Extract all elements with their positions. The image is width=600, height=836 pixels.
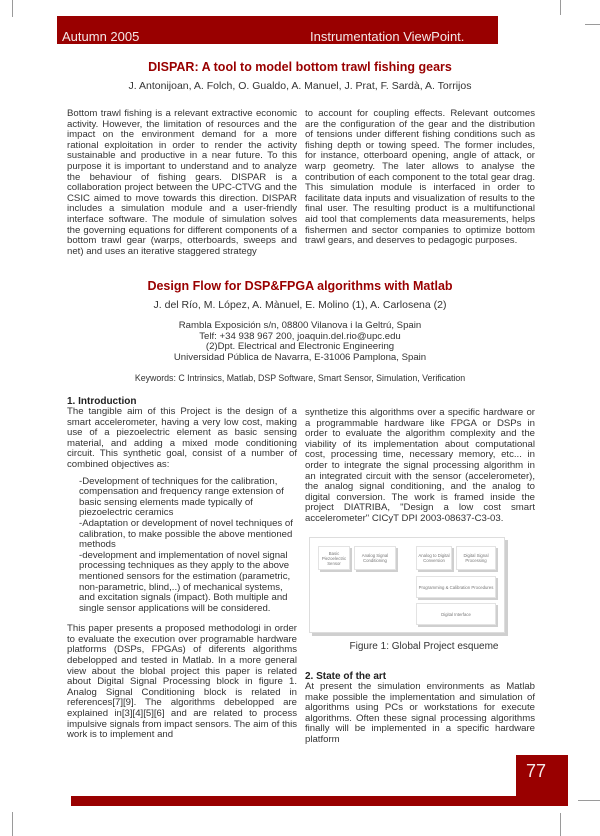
figure-caption: Figure 1: Global Project esqueme: [349, 641, 499, 652]
footer-bar: [71, 796, 517, 806]
objective-item: -Development of techniques for the calibration, compensation and frequency range extension of basic sensing elements made typically of piezoelectric ceramics: [79, 475, 284, 519]
header-bar: [57, 16, 498, 44]
article1-authors: J. Antonijoan, A. Folch, O. Gualdo, A. Manuel, J. Prat, F. Sardà, A. Torrijos: [128, 80, 472, 92]
crop-mark: [560, 813, 561, 836]
crop-mark: [12, 0, 13, 17]
figure-global-project: [309, 537, 505, 633]
objective-item: -development and implementation of novel signal processing techniques as they apply to the above mentioned sensors for the estimation (parametric, non-parametric, blind,..) of mechanical systems, and excitation signals (impact). Both multiple and single sensor applications will be considered.: [79, 549, 291, 614]
intro-paragraph-2: This paper presents a proposed methodologi in order to evaluate the execution over programable hardware platforms (DSPs, FPGAs) of diferents algorithms debelopped and tested in Matlab. In a more general view about the blobal project this paper is related about Digital Signal Processing block in figure 1. Analog Signal Conditioning block is related in references[7][9]. The algorithms debelopped are explained in[3][4][5][6] and are related to process impulsive signals from impact sensors. The aim of this work is to implement and: [67, 623, 297, 741]
page-number: 77: [526, 761, 547, 781]
figure-box-conditioning: Analog Signal Conditioning: [354, 546, 396, 570]
article2-col-right: [305, 408, 535, 525]
affiliation-line: Universidad Pública de Navarra, E-31006 Pamplona, Spain: [173, 351, 427, 363]
article1-body-right: to account for coupling effects. Relevant outcomes are the configuration of the gear and the distribution of tensions under different fishing conditions such as fishing depth or towing speed. The former includes, for instance, otterboard opening, angle of attack, or warp geometry. The later allows to analyse the contribution of each component to the total gear drag. This simulation module is interfaced in order to facilitate data inputs and visualization of results to the final user. The resulting product is a multifunctional aid tool that complements data measurements, helps fishermen and sector companies to optimize bottom trawl gears, and deserves to pedagogic purposes.: [305, 108, 535, 247]
figure-box-digital-interface: Digital Interface: [416, 603, 496, 625]
article1-title: DISPAR: A tool to model bottom trawl fishing gears: [148, 60, 452, 74]
article1-col-left: [67, 109, 297, 257]
article1-body-left: Bottom trawl fishing is a relevant extractive economic activity. However, the limitation of resources and the impact on the environment demand for a more rational exploitation in order to render the activity sustainable and productive in a near future. To this purpose it is important to understand and to analyze the behaviour of fishing gears. DISPAR is a collaboration project between the UPC-CTVG and the CSIC aimed to move towards this direction. DISPAR includes a simulation module and a user-friendly interface software. The module of simulation solves the governing equations for different components of a bottom trawl gear (warps, otterboards, sweeps and net) and uses an iterative staggered strategy: [67, 108, 297, 257]
state-of-art-paragraph: At present the simulation environments as Matlab make possible the implementation and simulation of algorithms using PCs or workstations for execute algorithms. Often these signal processing algorithms finally will be implemented in a specific hardware platform: [305, 681, 535, 745]
crop-mark: [578, 800, 600, 801]
affiliation-line: Rambla Exposición s/n, 08800 Vilanova i la Geltrú, Spain: [178, 320, 422, 331]
page-number-box: [516, 755, 568, 806]
objectives-list: [79, 477, 297, 615]
section-heading-state-of-art: 2. State of the art: [305, 671, 387, 682]
intro-paragraph-3: synthetize this algorithms over a specific hardware or a programmable hardware like FPGA or DSPs in order to evaluate the algorithm complexity and the viability of its implementation about computational cost, processing time, necessary memory, etc... in order to integrate the signal processing algorithm in an integrated circuit with the sensor (accelerometer), the analog signal conditioning, and the analog to digital conversion. The work is framed inside the project DIATRIBA, "Design a low cost smart accelerometer" CICyT DPI 2003-08637-C3-03.: [305, 407, 535, 524]
publication-name: Instrumentation ViewPoint.: [310, 29, 465, 44]
crop-mark: [560, 0, 561, 15]
objective-item: -Adaptation or development of novel techniques of calibration, to make possible the above mentioned methods: [79, 517, 293, 551]
crop-mark: [585, 24, 600, 25]
article2-col-right-section2: [305, 671, 535, 746]
intro-paragraph: The tangible aim of this Project is the design of a smart accelerometer, having a very low cost, making use of a piezoelectric element as basic sensing material, and adding a mixed mode conditioning circuit. This synthetic goal, consist of a number of combined objectives as:: [67, 406, 297, 470]
crop-mark: [12, 812, 13, 836]
figure-box-programming: Programming & Calibration Procedures: [416, 576, 496, 598]
article2-keywords: Keywords: C Intrinsics, Matlab, DSP Software, Smart Sensor, Simulation, Verification: [134, 373, 466, 383]
affiliation-line: (2)Dpt. Electrical and Electronic Engineering: [205, 341, 395, 353]
article2-authors: J. del Río, M. López, A. Mànuel, E. Molino (1), A. Carlosena (2): [153, 299, 447, 311]
article1-col-right: [305, 109, 535, 247]
issue-date: Autumn 2005: [62, 29, 140, 44]
article2-title: Design Flow for DSP&FPGA algorithms with Matlab: [147, 279, 453, 293]
figure-box-sensor: Basic Piezoelectric Sensor: [318, 546, 350, 570]
article2-col-left: [67, 396, 297, 741]
figure-box-dsp: Digital Signal Processing: [456, 546, 496, 570]
article2-affiliation: [100, 321, 500, 363]
figure-box-adc: Analog to Digital Conversion: [416, 546, 452, 570]
section-heading-introduction: 1. Introduction: [67, 396, 137, 407]
affiliation-line: Telf: +34 938 967 200, joaquin.del.rio@upc.edu: [199, 330, 401, 342]
